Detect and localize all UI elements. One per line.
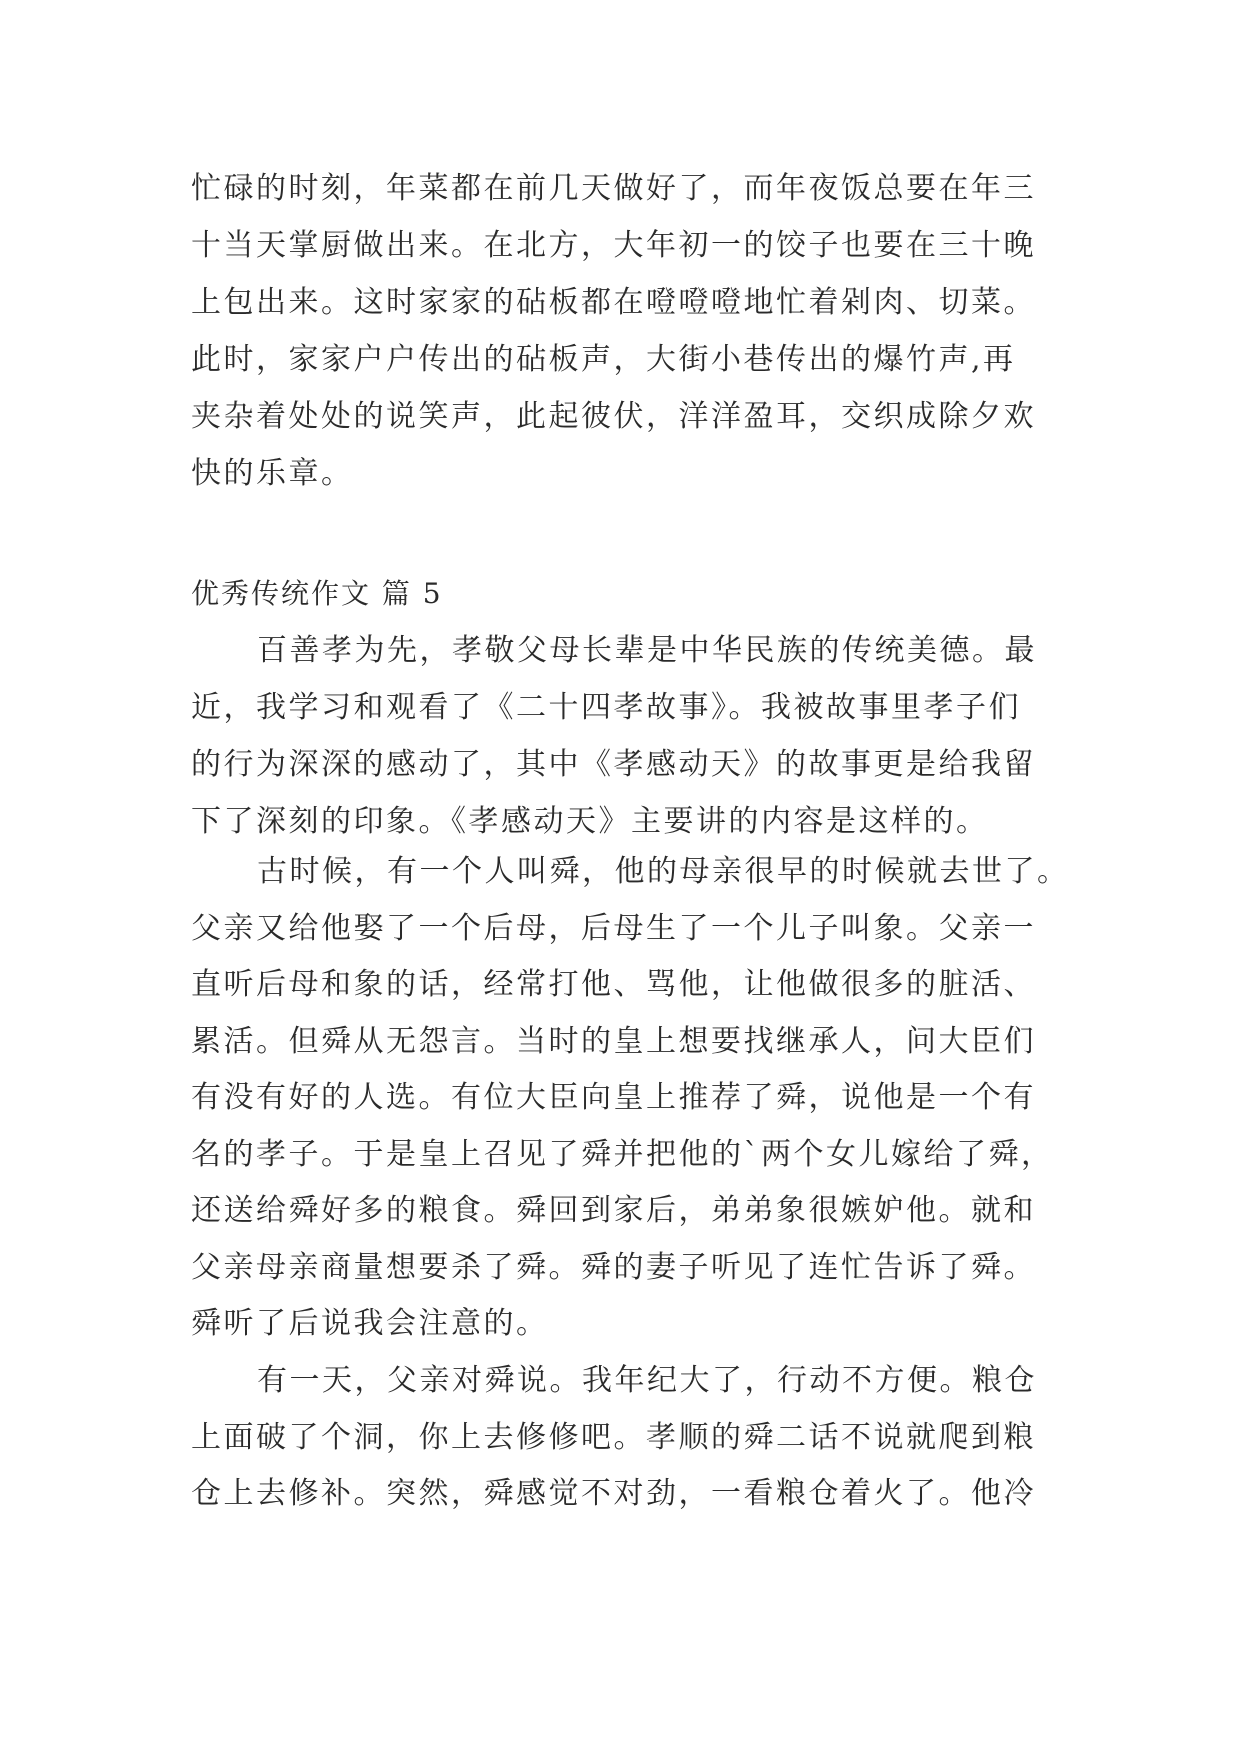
- text-line: 还送给舜好多的粮食。舜回到家后，弟弟象很嫉妒他。就和: [191, 1193, 1036, 1228]
- text-line: 有一天，父亲对舜说。我年纪大了，行动不方便。粮仓: [257, 1363, 1037, 1398]
- text-line: 下了深刻的印象。《孝感动天》主要讲的内容是这样的。: [191, 804, 989, 839]
- text-line: 百善孝为先，孝敬父母长辈是中华民族的传统美德。最: [257, 633, 1037, 668]
- text-line: 舜听了后说我会注意的。: [191, 1306, 549, 1341]
- text-line: 的行为深深的感动了，其中《孝感动天》的故事更是给我留: [191, 747, 1036, 782]
- text-line: 近，我学习和观看了《二十四孝故事》。我被故事里孝子们: [191, 690, 1021, 725]
- section-title: 优秀传统作文 篇 5: [191, 577, 443, 610]
- text-line: 上包出来。这时家家的砧板都在噔噔噔地忙着剁肉、切菜。: [191, 285, 1036, 320]
- text-line: 有没有好的人选。有位大臣向皇上推荐了舜，说他是一个有: [191, 1080, 1036, 1115]
- continued-paragraph: [191, 160, 1061, 502]
- text-line: 此时，家家户户传出的砧板声，大街小巷传出的爆竹声,再: [191, 342, 1016, 377]
- text-line: 仓上去修补。突然，舜感觉不对劲，一看粮仓着火了。他冷: [191, 1476, 1036, 1511]
- paragraph-story: [191, 844, 1070, 1353]
- text-line: 直听后母和象的话，经常打他、骂他，让他做很多的脏活、: [191, 967, 1036, 1002]
- text-line: 上面破了个洞，你上去修修吧。孝顺的舜二话不说就爬到粮: [191, 1419, 1036, 1455]
- text-line: 夹杂着处处的说笑声，此起彼伏，洋洋盈耳，交织成除夕欢: [191, 399, 1036, 434]
- text-line: 快的乐章。: [191, 456, 354, 491]
- paragraph-intro: [191, 622, 1061, 850]
- text-line: 古时候，有一个人叫舜，他的母亲很早的时候就去世了。: [257, 854, 1070, 889]
- text-line: 忙碌的时刻，年菜都在前几天做好了，而年夜饭总要在年三: [191, 171, 1036, 206]
- text-line: 父亲母亲商量想要杀了舜。舜的妻子听见了连忙告诉了舜。: [191, 1249, 1036, 1285]
- text-line: 十当天掌厨做出来。在北方，大年初一的饺子也要在三十晚: [191, 228, 1036, 263]
- text-line: 父亲又给他娶了一个后母，后母生了一个儿子叫象。父亲一: [191, 910, 1036, 946]
- text-line: 名的孝子。于是皇上召见了舜并把他的`两个女儿嫁给了舜，: [191, 1136, 1054, 1172]
- paragraph-granary: [191, 1353, 1061, 1523]
- text-line: 累活。但舜从无怨言。当时的皇上想要找继承人，问大臣们: [191, 1023, 1036, 1059]
